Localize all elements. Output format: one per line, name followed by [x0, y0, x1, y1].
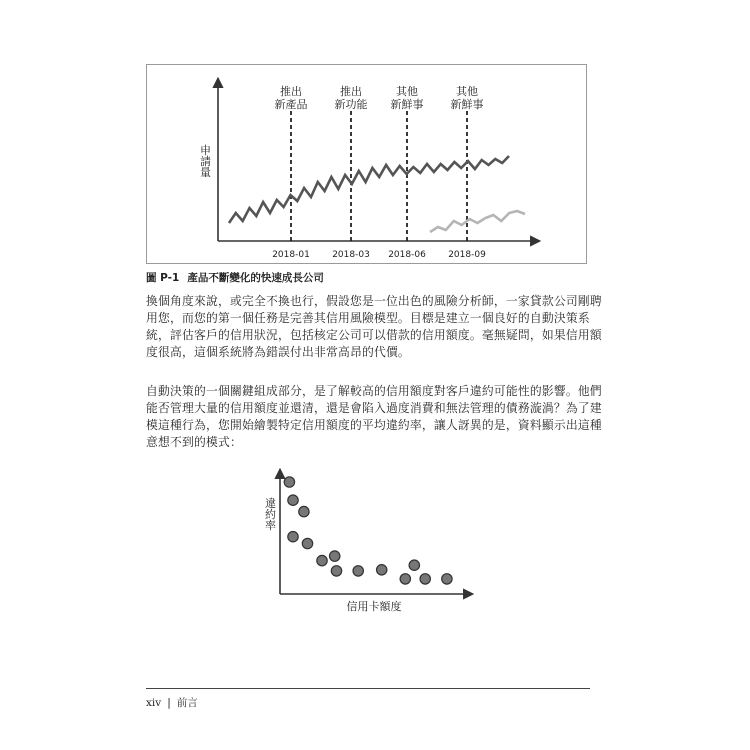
scatter-point — [353, 566, 363, 576]
x-tick-label: 2018-01 — [272, 250, 310, 260]
page-number: xiv — [146, 697, 162, 709]
event-label-line2: 新鮮事 — [390, 98, 424, 111]
scatter-point — [331, 566, 341, 576]
scatter-y-axis-label: 違約率 — [263, 497, 277, 531]
paragraph-1 — [146, 293, 602, 361]
paragraph-line: 意想不到的模式： — [146, 435, 242, 449]
y-axis-label: 申請量 — [198, 144, 212, 178]
scatter-point — [317, 555, 327, 565]
series-line-secondary — [430, 211, 525, 232]
scatter-point — [400, 574, 410, 584]
figure-caption — [146, 270, 587, 285]
scatter-point — [377, 565, 387, 575]
figure-label: 圖 P-1 — [146, 272, 180, 284]
scatter-point — [284, 477, 294, 487]
event-label-line2: 新鮮事 — [450, 98, 484, 111]
scatter-point — [302, 538, 312, 548]
scatter-chart — [250, 468, 480, 618]
paragraph-line: 度很高，這個系統將為錯誤付出非常高昂的代價。 — [146, 345, 410, 359]
line-chart — [147, 65, 588, 265]
figure-title: 產品不斷變化的快速成長公司 — [187, 272, 324, 284]
paragraph-line: 自動決策的一個關鍵組成部分，是了解較高的信用額度對客戶違約可能性的影響。他們 — [146, 384, 602, 398]
scatter-point — [442, 574, 452, 584]
paragraph-line: 能否管理大量的信用額度並還清，還是會陷入過度消費和無法管理的債務漩渦？為了建 — [146, 401, 602, 415]
footer-separator: | — [167, 697, 171, 709]
scatter-figure — [250, 468, 480, 622]
page-footer — [146, 695, 198, 710]
scatter-point — [409, 560, 419, 570]
scatter-point — [299, 506, 309, 516]
x-tick-label: 2018-06 — [388, 250, 426, 260]
event-label-line1: 推出 — [280, 85, 302, 98]
footer-rule — [146, 688, 590, 689]
paragraph-line: 用您，而您的第一個任務是完善其信用風險模型。目標是建立一個良好的自動決策系 — [146, 311, 590, 325]
scatter-point — [420, 574, 430, 584]
paragraph-line: 模這種行為，您開始繪製特定信用額度的平均違約率，讓人訝異的是，資料顯示出這種 — [146, 418, 602, 432]
x-tick-label: 2018-03 — [332, 250, 370, 260]
section-name: 前言 — [176, 697, 198, 709]
scatter-point — [330, 551, 340, 561]
paragraph-2 — [146, 383, 602, 451]
event-label-line1: 推出 — [340, 85, 362, 98]
event-label-line2: 新功能 — [334, 98, 368, 111]
figure-p1-frame — [146, 64, 587, 264]
x-tick-label: 2018-09 — [448, 250, 486, 260]
paragraph-line: 統，評估客戶的信用狀況，包括核定公司可以借款的信用額度。毫無疑問，如果信用額 — [146, 328, 602, 342]
event-label-line2: 新產品 — [274, 98, 308, 111]
event-label-line1: 其他 — [456, 85, 478, 98]
event-label-line1: 其他 — [396, 85, 418, 98]
scatter-point — [288, 532, 298, 542]
scatter-x-axis-label: 信用卡額度 — [346, 600, 402, 613]
scatter-point — [288, 495, 298, 505]
paragraph-line: 換個角度來說，或完全不換也行，假設您是一位出色的風險分析師，一家貸款公司剛聘 — [146, 294, 602, 308]
